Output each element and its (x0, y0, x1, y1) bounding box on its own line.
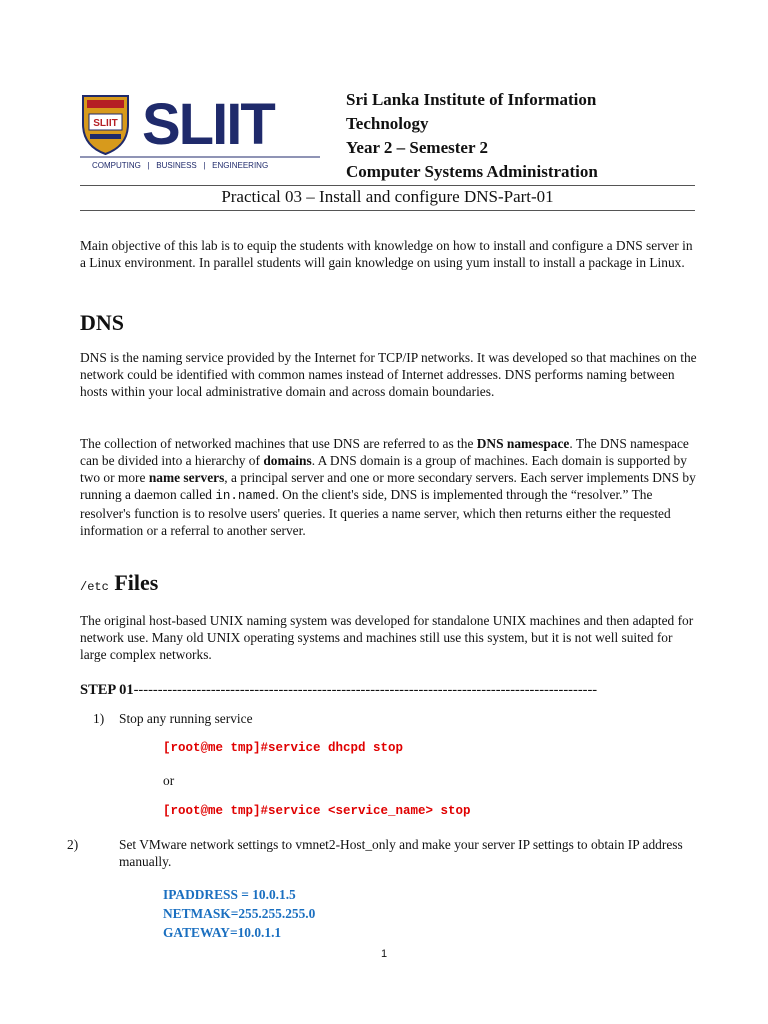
etc-files-heading (80, 570, 158, 600)
logo-subtitle: COMPUTING | BUSINESS | ENGINEERING (92, 161, 269, 170)
text-run: . On the client's side, DNS is implemented through the “resolver.” The resolver's function is to resolve users' queries. It queries a name server, which then returns either the requested information or a referral to another server. (80, 487, 671, 538)
step-dashes: ------------------------------------------------------------------------------------------------ (133, 682, 598, 698)
dns-heading: DNS (80, 310, 125, 335)
institute-info (346, 88, 598, 184)
course-title: Computer Systems Administration (346, 162, 598, 181)
step-item-1 (93, 710, 693, 727)
institute-line: Sri Lanka Institute of Information (346, 90, 597, 109)
text-run: The collection of networked machines that use DNS are referred to as the (80, 436, 477, 451)
item-text: Stop any running service (119, 711, 253, 726)
ip-config-block (163, 885, 315, 942)
step-item-2 (67, 836, 689, 870)
dns-paragraph-1: DNS is the naming service provided by the Internet for TCP/IP networks. It was developed so that machines on the network could be identified with common names instead of Internet addresses. DNS performs naming between hosts within your local administrative domain and across domain boundaries. (80, 350, 697, 399)
command-stop-dhcpd: [root@me tmp]#service dhcpd stop (163, 741, 404, 755)
year-semester: Year 2 – Semester 2 (346, 138, 488, 157)
daemon-name: in.named (215, 489, 276, 503)
crest-icon (83, 96, 128, 154)
ipaddress-line: IPADDRESS = 10.0.1.5 (163, 887, 296, 902)
files-word: Files (114, 570, 159, 595)
item-number: 2) (67, 837, 79, 852)
term-domains: domains (263, 453, 312, 468)
step-label: STEP 01 (80, 682, 134, 698)
etc-paragraph: The original host-based UNIX naming system was developed for standalone UNIX machines and then adapted for network use. Many old UNIX operating systems and machines still use this system, but it is not well suited for large complex networks. (80, 613, 694, 662)
svg-text:SLIIT: SLIIT (93, 118, 118, 129)
page-number: 1 (380, 948, 388, 960)
dns-paragraph-2 (80, 435, 700, 539)
or-text: or (163, 773, 175, 788)
step-01-header (80, 681, 695, 699)
text-run: , a principal server and one or more secondary servers. Each server implements DNS by running a daemon called (80, 470, 696, 502)
text-run: . The DNS namespace can be divided into a hierarchy of (80, 436, 689, 468)
text-run: . A DNS domain is a group of machines. Each domain is supported by two or more (80, 453, 687, 485)
term-name-servers: name servers (148, 470, 225, 485)
item-text: Set VMware network settings to vmnet2-Host_only and make your server IP settings to obtain IP address manually. (119, 837, 683, 869)
header-divider-bottom (80, 210, 695, 211)
term-dns-namespace: DNS namespace (476, 436, 570, 451)
institute-line: Technology (346, 114, 429, 133)
command-stop-service: [root@me tmp]#service <service_name> stop (163, 804, 471, 818)
sliit-logo (80, 90, 325, 172)
etc-prefix: /etc (80, 580, 109, 594)
netmask-line: NETMASK=255.255.255.0 (163, 906, 316, 921)
intro-paragraph: Main objective of this lab is to equip the students with knowledge on how to install and configure a DNS server in a Linux environment. In parallel students will gain knowledge on using yum install to install a package in Linux. (80, 238, 693, 270)
item-number: 1) (93, 711, 105, 726)
practical-title: Practical 03 – Install and configure DNS-Part-01 (221, 187, 554, 206)
logo-wordmark: SLIIT (142, 92, 274, 157)
gateway-line: GATEWAY=10.0.1.1 (163, 925, 282, 940)
